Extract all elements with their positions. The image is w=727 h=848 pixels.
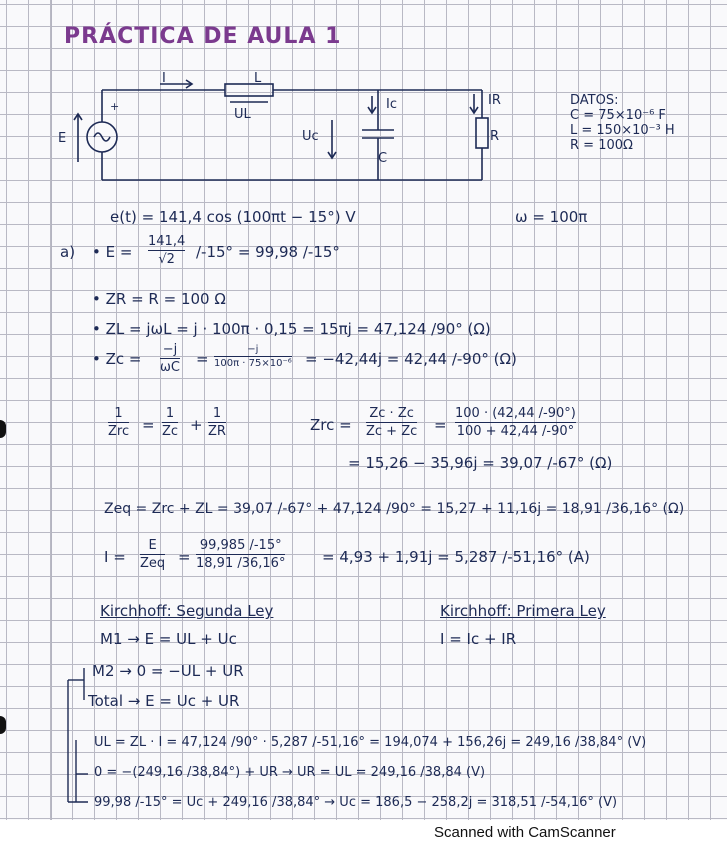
ul-equation: UL = ZL · I = 47,124 /90° · 5,287 /-51,16° = 194,074 + 156,26j = 249,16 /38,84° (V): [94, 735, 647, 750]
total-equation: Total → E = Uc + UR: [88, 692, 240, 710]
capacitor-label: C: [378, 151, 388, 166]
par-num-3: 1: [212, 406, 222, 421]
zc-num-1: −j: [162, 342, 178, 357]
mesh-1-equation: M1 → E = UL + Uc: [100, 630, 237, 648]
svg-text:+: +: [110, 100, 120, 113]
i-rhs: = 4,93 + 1,91j = 5,287 /-51,16° (A): [322, 548, 590, 566]
kirchhoff-first-equation: I = Ic + IR: [440, 630, 517, 648]
zc-num-2: −j: [247, 344, 259, 355]
equals-sign: =: [142, 416, 155, 434]
datos-capacitance: C = 75×10⁻⁶ F: [570, 108, 666, 123]
zrc-num-1: Zc · Zc: [369, 406, 414, 421]
current-label-IR: IR: [488, 93, 501, 108]
par-num-2: 1: [165, 406, 175, 421]
e-phasor-num: 141,4: [148, 234, 186, 249]
source-equation: e(t) = 141,4 cos (100πt − 15°) V: [110, 208, 356, 226]
ur-equation: 0 = −(249,16 /38,84°) + UR → UR = UL = 249,16 /38,84 (V): [94, 765, 486, 780]
current-label-Ic: Ic: [386, 97, 397, 112]
kirchhoff-first-title: Kirchhoff: Primera Ley: [440, 602, 606, 620]
par-den-1: Zrc: [108, 424, 130, 439]
zrc-result: = 15,26 − 35,96j = 39,07 /-67° (Ω): [348, 454, 613, 472]
zl-equation: • ZL = jωL = j · 100π · 0,15 = 15πj = 47,124 /90° (Ω): [92, 320, 491, 338]
datos-inductance: L = 150×10⁻³ H: [570, 123, 675, 138]
voltage-label-UL: UL: [234, 107, 251, 122]
resistor-label: R: [490, 129, 500, 144]
scan-watermark: Scanned with CamScanner: [434, 824, 616, 841]
par-den-3: ZR: [208, 424, 226, 439]
mesh-2-equation: M2 → 0 = −UL + UR: [92, 662, 244, 680]
datos-heading: DATOS:: [570, 93, 619, 108]
e-phasor-lhs: • E =: [92, 243, 133, 261]
zeq-equation: Zeq = Zrc + ZL = 39,07 /-67° + 47,124 /90° = 15,27 + 11,16j = 18,91 /36,16° (Ω): [104, 501, 685, 517]
e-phasor-den: √2: [158, 252, 175, 267]
equals-sign: =: [196, 350, 209, 368]
par-num-1: 1: [114, 406, 123, 421]
voltage-label-Uc: Uc: [302, 129, 319, 144]
zrc-den-1: Zc + Zc: [366, 424, 418, 439]
equals-sign: =: [434, 416, 447, 434]
inductor-label: L: [254, 71, 262, 86]
datos-resistance: R = 100Ω: [570, 138, 633, 153]
zc-lhs: • Zc =: [92, 350, 142, 368]
i-den-1: Zeq: [140, 556, 166, 571]
equals-sign: =: [178, 548, 191, 566]
zc-den-2: 100π · 75×10⁻⁶: [214, 358, 292, 369]
kirchhoff-second-title: Kirchhoff: Segunda Ley: [100, 602, 274, 620]
e-phasor-rhs: /-15° = 99,98 /-15°: [196, 243, 340, 261]
uc-equation: 99,98 /-15° = Uc + 249,16 /38,84° → Uc = 186,5 − 258,2j = 318,51 /-54,16° (V): [94, 795, 618, 810]
part-a-label: a): [60, 243, 76, 261]
zc-rhs: = −42,44j = 42,44 /-90° (Ω): [305, 350, 517, 368]
page-title: PRÁCTICA DE AULA 1: [64, 24, 342, 49]
zrc-lhs: Zrc =: [310, 416, 352, 434]
i-den-2: 18,91 /36,16°: [196, 556, 286, 571]
source-label-E: E: [58, 131, 67, 146]
i-lhs: I =: [104, 548, 126, 566]
current-label-I: I: [162, 71, 166, 86]
zc-den-1: ωC: [160, 360, 180, 375]
scan-footer: [0, 820, 727, 848]
plus-sign: +: [190, 416, 203, 434]
zrc-den-2: 100 + 42,44 /-90°: [456, 424, 575, 439]
i-num-1: E: [148, 538, 157, 553]
i-num-2: 99,985 /-15°: [199, 538, 282, 553]
zrc-num-2: 100 · (42,44 /-90°): [455, 406, 576, 421]
omega-value: ω = 100π: [515, 208, 588, 226]
zr-equation: • ZR = R = 100 Ω: [92, 290, 226, 308]
par-den-2: Zc: [162, 424, 179, 439]
